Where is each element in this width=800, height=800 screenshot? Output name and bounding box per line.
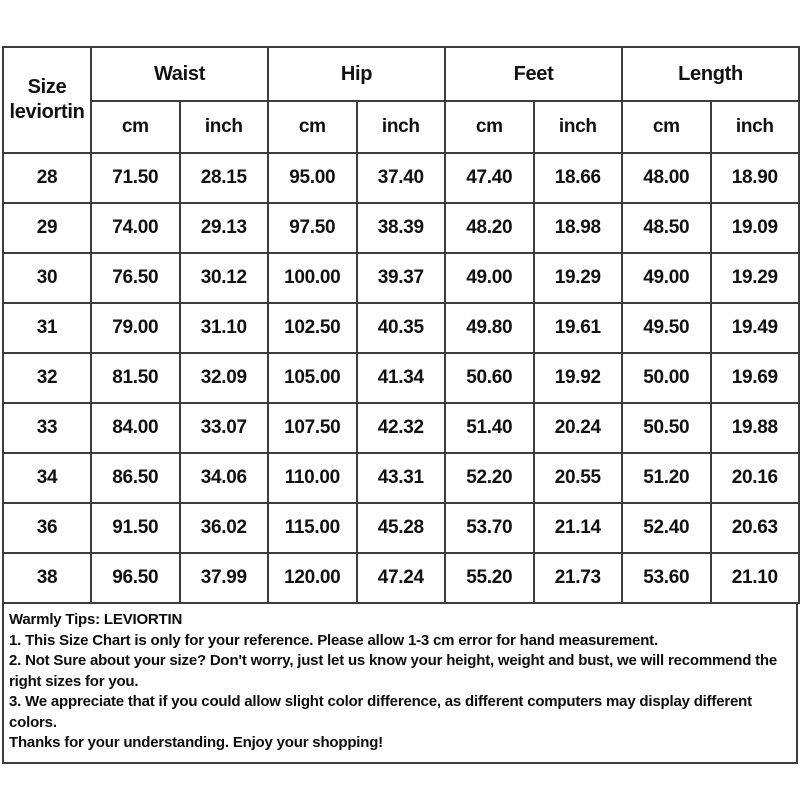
size-cell: 30 — [3, 253, 91, 303]
size-table-body — [3, 153, 799, 603]
tip-line: Thanks for your understanding. Enjoy your shopping! — [9, 734, 383, 751]
measurement-cell: 49.00 — [622, 253, 711, 303]
table-header — [3, 47, 799, 153]
measurement-cell: 43.31 — [357, 453, 446, 503]
measurement-cell: 19.92 — [534, 353, 623, 403]
measurement-cell: 53.60 — [622, 553, 711, 603]
group-header-row — [3, 47, 799, 101]
measurement-cell: 76.50 — [91, 253, 180, 303]
measurement-cell: 52.20 — [445, 453, 534, 503]
measurement-cell: 71.50 — [91, 153, 180, 203]
measurement-cell: 84.00 — [91, 403, 180, 453]
table-row — [3, 353, 799, 403]
measurement-cell: 95.00 — [268, 153, 357, 203]
measurement-cell: 28.15 — [180, 153, 269, 203]
length-group-header: Length — [622, 47, 799, 101]
measurement-cell: 21.73 — [534, 553, 623, 603]
tip-line: 1. This Size Chart is only for your reference. Please allow 1-3 cm error for hand measurement. — [9, 631, 658, 649]
measurement-cell: 19.69 — [711, 353, 800, 403]
measurement-cell: 115.00 — [268, 503, 357, 553]
measurement-cell: 47.24 — [357, 553, 446, 603]
measurement-cell: 37.99 — [180, 553, 269, 603]
measurement-cell: 48.20 — [445, 203, 534, 253]
measurement-cell: 50.50 — [622, 403, 711, 453]
measurement-cell: 33.07 — [180, 403, 269, 453]
measurement-cell: 51.20 — [622, 453, 711, 503]
measurement-cell: 32.09 — [180, 353, 269, 403]
measurement-cell: 34.06 — [180, 453, 269, 503]
measurement-cell: 49.00 — [445, 253, 534, 303]
feet-inch-header: inch — [534, 101, 623, 153]
size-header-line2: leviortin — [9, 101, 85, 123]
measurement-cell: 91.50 — [91, 503, 180, 553]
measurement-cell: 50.60 — [445, 353, 534, 403]
length-inch-header: inch — [711, 101, 800, 153]
measurement-cell: 97.50 — [268, 203, 357, 253]
measurement-cell: 107.50 — [268, 403, 357, 453]
measurement-cell: 96.50 — [91, 553, 180, 603]
table-row — [3, 403, 799, 453]
table-row — [3, 253, 799, 303]
measurement-cell: 18.98 — [534, 203, 623, 253]
table-row — [3, 203, 799, 253]
measurement-cell: 49.50 — [622, 303, 711, 353]
measurement-cell: 19.29 — [711, 253, 800, 303]
measurement-cell: 39.37 — [357, 253, 446, 303]
size-cell: 38 — [3, 553, 91, 603]
measurement-cell: 100.00 — [268, 253, 357, 303]
measurement-cell: 20.24 — [534, 403, 623, 453]
waist-group-header: Waist — [91, 47, 268, 101]
measurement-cell: 19.09 — [711, 203, 800, 253]
feet-group-header: Feet — [445, 47, 622, 101]
measurement-cell: 45.28 — [357, 503, 446, 553]
tip-line: 2. Not Sure about your size? Don't worry, just let us know your height, weight and bust, we will recommend the right sizes for you. — [9, 652, 778, 690]
measurement-cell: 18.90 — [711, 153, 800, 203]
measurement-cell: 20.55 — [534, 453, 623, 503]
measurement-cell: 79.00 — [91, 303, 180, 353]
measurement-cell: 42.32 — [357, 403, 446, 453]
size-cell: 31 — [3, 303, 91, 353]
measurement-cell: 105.00 — [268, 353, 357, 403]
measurement-cell: 37.40 — [357, 153, 446, 203]
size-cell: 28 — [3, 153, 91, 203]
tip-line: Warmly Tips: LEVIORTIN — [9, 611, 183, 628]
measurement-cell: 102.50 — [268, 303, 357, 353]
measurement-cell: 51.40 — [445, 403, 534, 453]
measurement-cell: 52.40 — [622, 503, 711, 553]
size-cell: 36 — [3, 503, 91, 553]
measurement-cell: 110.00 — [268, 453, 357, 503]
measurement-cell: 47.40 — [445, 153, 534, 203]
measurement-cell: 31.10 — [180, 303, 269, 353]
size-cell: 34 — [3, 453, 91, 503]
table-row — [3, 153, 799, 203]
measurement-cell: 41.34 — [357, 353, 446, 403]
measurement-cell: 36.02 — [180, 503, 269, 553]
table-row — [3, 303, 799, 353]
size-cell: 32 — [3, 353, 91, 403]
measurement-cell: 38.39 — [357, 203, 446, 253]
warmly-tips-box — [2, 602, 798, 764]
measurement-cell: 49.80 — [445, 303, 534, 353]
measurement-cell: 30.12 — [180, 253, 269, 303]
measurement-cell: 29.13 — [180, 203, 269, 253]
measurement-cell: 20.63 — [711, 503, 800, 553]
measurement-cell: 40.35 — [357, 303, 446, 353]
table-row — [3, 503, 799, 553]
measurement-cell: 19.61 — [534, 303, 623, 353]
measurement-cell: 50.00 — [622, 353, 711, 403]
size-column-header — [3, 47, 91, 153]
hip-group-header: Hip — [268, 47, 445, 101]
measurement-cell: 19.88 — [711, 403, 800, 453]
unit-header-row — [3, 101, 799, 153]
measurement-cell: 120.00 — [268, 553, 357, 603]
size-cell: 29 — [3, 203, 91, 253]
table-row — [3, 453, 799, 503]
waist-inch-header: inch — [180, 101, 269, 153]
measurement-cell: 48.00 — [622, 153, 711, 203]
tip-line: 3. We appreciate that if you could allow slight color difference, as different computers may display different colors. — [9, 693, 752, 731]
size-header-line1: Size — [27, 76, 67, 98]
measurement-cell: 74.00 — [91, 203, 180, 253]
measurement-cell: 18.66 — [534, 153, 623, 203]
measurement-cell: 55.20 — [445, 553, 534, 603]
table-row — [3, 553, 799, 603]
measurement-cell: 86.50 — [91, 453, 180, 503]
size-chart-table — [2, 46, 800, 604]
waist-cm-header: cm — [91, 101, 180, 153]
size-cell: 33 — [3, 403, 91, 453]
measurement-cell: 81.50 — [91, 353, 180, 403]
hip-inch-header: inch — [357, 101, 446, 153]
feet-cm-header: cm — [445, 101, 534, 153]
measurement-cell: 19.49 — [711, 303, 800, 353]
measurement-cell: 53.70 — [445, 503, 534, 553]
measurement-cell: 19.29 — [534, 253, 623, 303]
hip-cm-header: cm — [268, 101, 357, 153]
measurement-cell: 21.10 — [711, 553, 800, 603]
measurement-cell: 21.14 — [534, 503, 623, 553]
measurement-cell: 20.16 — [711, 453, 800, 503]
length-cm-header: cm — [622, 101, 711, 153]
measurement-cell: 48.50 — [622, 203, 711, 253]
